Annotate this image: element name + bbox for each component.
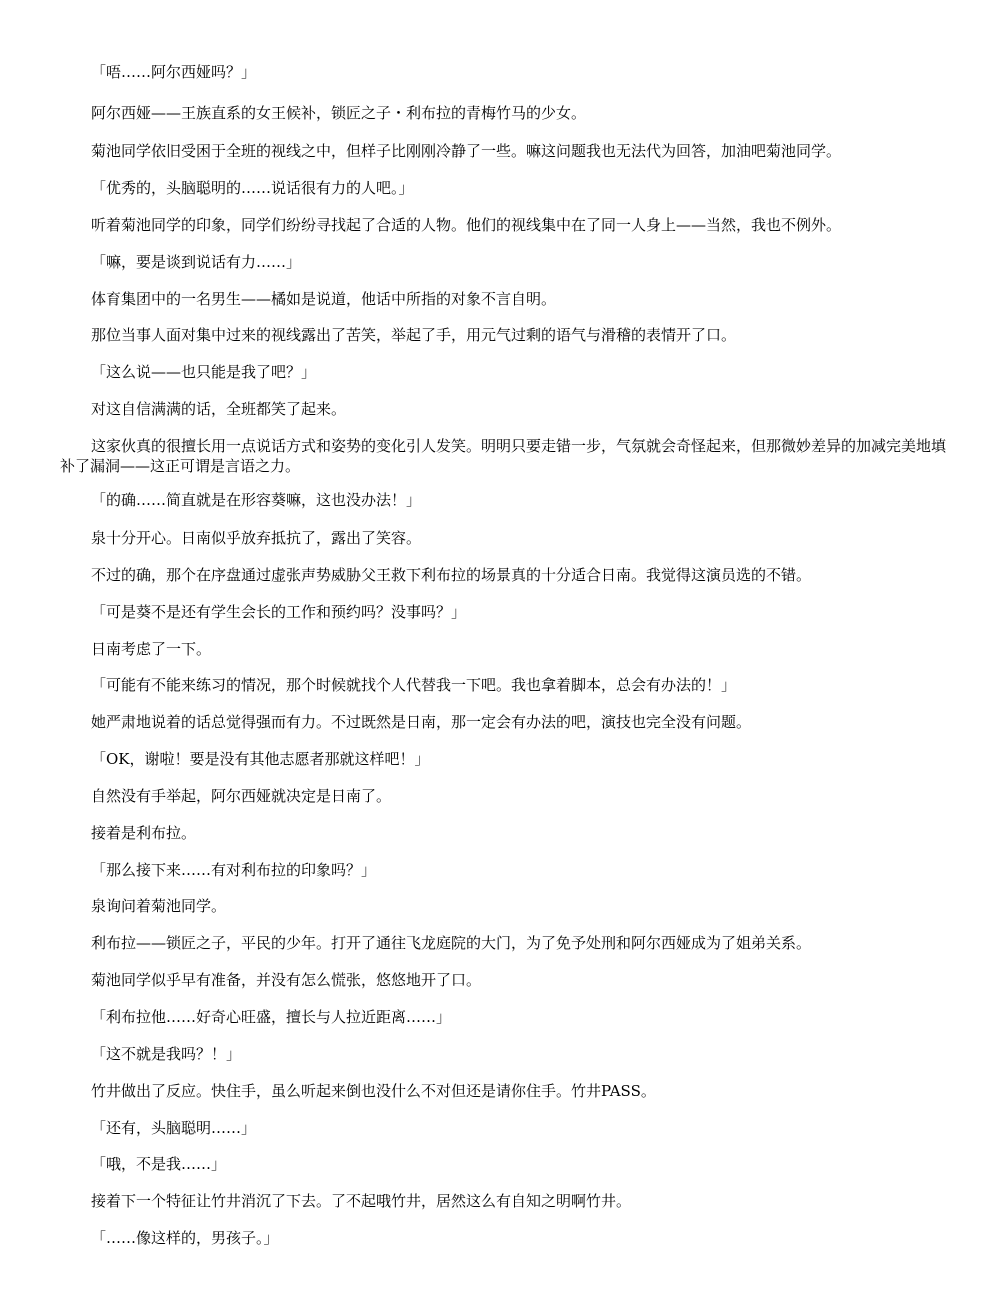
paragraph: 利布拉——锁匠之子，平民的少年。打开了通往飞龙庭院的大门，为了免予处刑和阿尔西娅成为了姐弟关系。 <box>91 934 812 952</box>
paragraph: 泉询问着菊池同学。 <box>91 897 227 915</box>
paragraph-text: 这家伙真的很擅长用一点说话方式和姿势的变化引人发笑。明明只要走错一步，气氛就会奇怪起来，但那微妙差异的加减完美地填补了漏洞——这正可谓是言语之力。 <box>60 437 947 475</box>
paragraph: 「哦，不是我……」 <box>91 1155 227 1173</box>
paragraph: 菊池同学似乎早有准备，并没有怎么慌张，悠悠地开了口。 <box>91 971 482 989</box>
paragraph: 「那么接下来……有对利布拉的印象吗？」 <box>91 861 377 879</box>
paragraph: 对这自信满满的话，全班都笑了起来。 <box>91 400 347 418</box>
paragraph: 「这么说——也只能是我了吧？」 <box>91 363 317 381</box>
paragraph: 接着下一个特征让竹井消沉了下去。了不起哦竹井，居然这么有自知之明啊竹井。 <box>91 1192 632 1210</box>
paragraph: 阿尔西娅——王族直系的女王候补，锁匠之子・利布拉的青梅竹马的少女。 <box>91 104 587 122</box>
paragraph: 菊池同学依旧受困于全班的视线之中，但样子比刚刚冷静了一些。嘛这问题我也无法代为回答，加油吧菊池同学。 <box>91 142 842 160</box>
paragraph: 她严肃地说着的话总觉得强而有力。不过既然是日南，那一定会有办法的吧，演技也完全没有问题。 <box>91 713 752 731</box>
paragraph: 「……像这样的，男孩子。」 <box>91 1229 279 1247</box>
paragraph: 「的确……简直就是在形容葵嘛，这也没办法！」 <box>91 491 422 509</box>
paragraph: 体育集团中的一名男生——橘如是说道，他话中所指的对象不言自明。 <box>91 290 557 308</box>
paragraph: 泉十分开心。日南似乎放弃抵抗了，露出了笑容。 <box>91 529 422 547</box>
paragraph: 「唔……阿尔西娅吗？」 <box>91 63 257 81</box>
paragraph: 自然没有手举起，阿尔西娅就决定是日南了。 <box>91 787 392 805</box>
paragraph: 那位当事人面对集中过来的视线露出了苦笑，举起了手，用元气过剩的语气与滑稽的表情开了口。 <box>91 326 737 344</box>
paragraph <box>60 436 950 476</box>
paragraph: 不过的确，那个在序盘通过虚张声势威胁父王救下利布拉的场景真的十分适合日南。我觉得这演员选的不错。 <box>91 566 812 584</box>
paragraph: 「可能有不能来练习的情况，那个时候就找个人代替我一下吧。我也拿着脚本，总会有办法的！」 <box>91 676 737 694</box>
paragraph: 「优秀的，头脑聪明的……说话很有力的人吧。」 <box>91 179 414 197</box>
paragraph: 竹井做出了反应。快住手，虽么听起来倒也没什么不对但还是请你住手。竹井PASS。 <box>91 1082 656 1100</box>
paragraph: 接着是利布拉。 <box>91 824 197 842</box>
paragraph: 「还有，头脑聪明……」 <box>91 1119 257 1137</box>
paragraph: 听着菊池同学的印象，同学们纷纷寻找起了合适的人物。他们的视线集中在了同一人身上——当然，我也不例外。 <box>91 216 842 234</box>
paragraph: 「嘛，要是谈到说话有力……」 <box>91 253 302 271</box>
paragraph: 「利布拉他……好奇心旺盛，擅长与人拉近距离……」 <box>91 1008 452 1026</box>
paragraph: 日南考虑了一下。 <box>91 640 212 658</box>
paragraph: 「这不就是我吗？！」 <box>91 1045 242 1063</box>
paragraph: 「可是葵不是还有学生会长的工作和预约吗？没事吗？」 <box>91 603 467 621</box>
paragraph: 「OK，谢啦！要是没有其他志愿者那就这样吧！」 <box>91 750 430 768</box>
